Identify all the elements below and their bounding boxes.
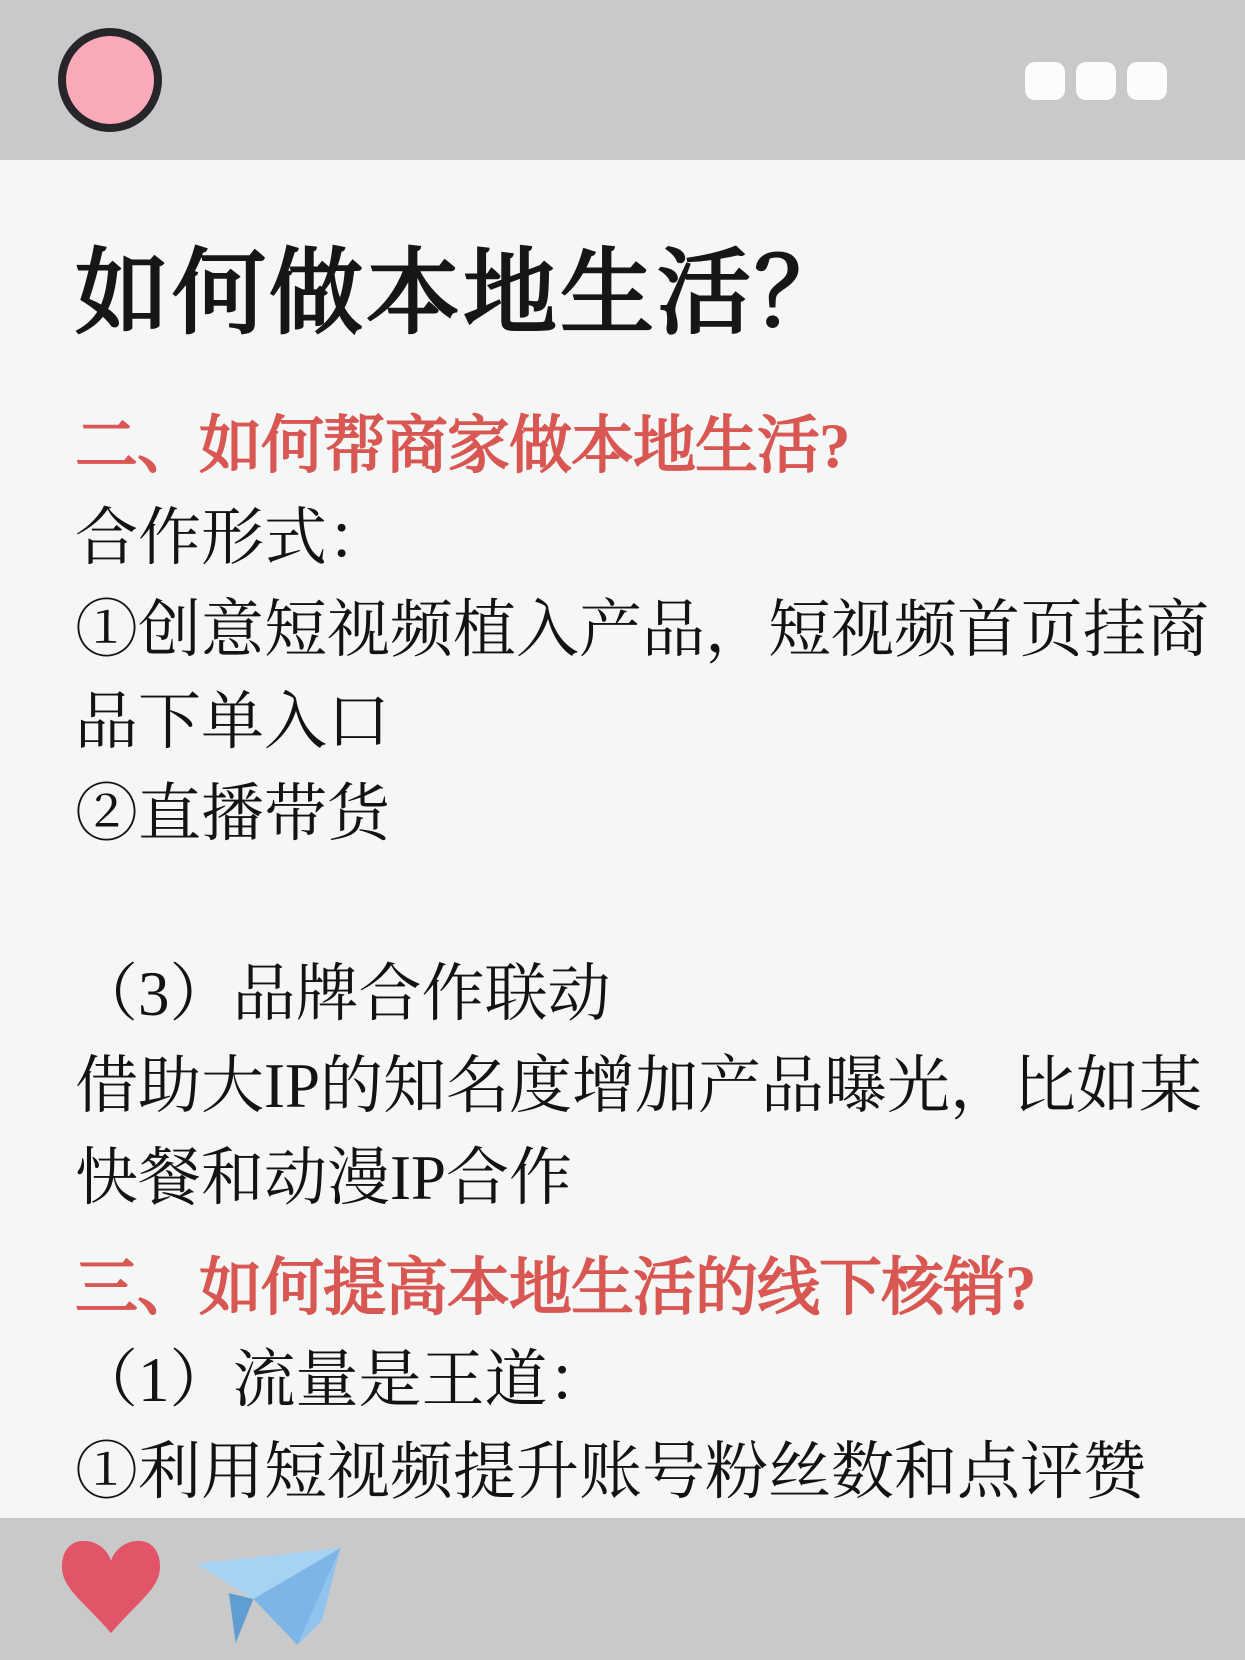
heart-like-icon[interactable] bbox=[60, 1538, 162, 1643]
menu-dot bbox=[1025, 62, 1065, 100]
section-heading-2: 二、如何帮商家做本地生活? bbox=[75, 411, 850, 482]
page-title: 如何做本地生活？ bbox=[75, 239, 852, 348]
note-content bbox=[0, 160, 1245, 1518]
menu-dot bbox=[1076, 62, 1116, 100]
content-line: ①利用短视频提升账号粉丝数和点评赞 bbox=[75, 1437, 1146, 1508]
content-line: （3）品牌合作联动 bbox=[75, 959, 611, 1030]
content-line: 品下单入口 bbox=[75, 687, 390, 758]
section-heading-3: 三、如何提高本地生活的线下核销? bbox=[75, 1253, 1036, 1324]
content-line: 合作形式： bbox=[75, 503, 390, 574]
menu-dot bbox=[1127, 62, 1167, 100]
paper-plane-share-icon[interactable] bbox=[195, 1548, 345, 1651]
content-line: ②直播带货 bbox=[75, 779, 390, 850]
top-bar bbox=[0, 0, 1245, 160]
content-line: （1）流量是王道： bbox=[75, 1345, 611, 1416]
content-line: ①创意短视频植入产品，短视频首页挂商 bbox=[75, 595, 1209, 666]
bottom-bar bbox=[0, 1518, 1245, 1660]
content-line: 借助大IP的知名度增加产品曝光，比如某 bbox=[75, 1051, 1203, 1122]
menu-dots-icon[interactable] bbox=[1025, 62, 1167, 100]
avatar[interactable] bbox=[58, 28, 162, 132]
content-line: 快餐和动漫IP合作 bbox=[75, 1143, 573, 1214]
